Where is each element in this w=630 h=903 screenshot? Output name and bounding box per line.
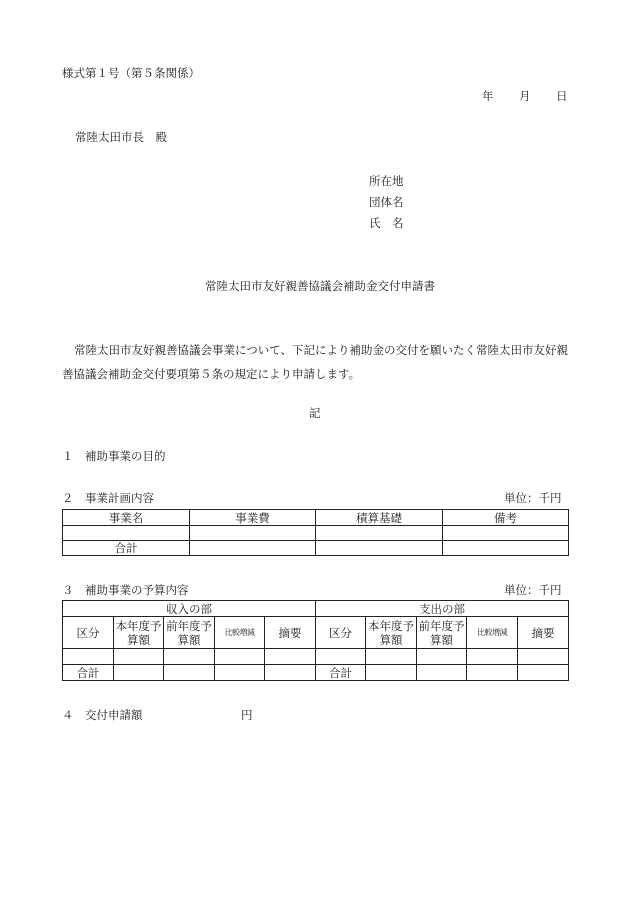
expense-col-remarks: 摘要 bbox=[518, 617, 569, 649]
income-total-label: 合計 bbox=[63, 665, 114, 681]
applicant-group-label: 団体名 bbox=[369, 195, 404, 209]
plan-total-cell[interactable] bbox=[316, 541, 443, 556]
expense-total-label: 合計 bbox=[316, 665, 366, 681]
section2-unit: 単位：千円 bbox=[504, 491, 562, 505]
plan-total-cell[interactable] bbox=[190, 541, 316, 556]
budget-cell[interactable] bbox=[215, 649, 265, 665]
budget-cell[interactable] bbox=[215, 665, 265, 681]
document-title: 常陸太田市友好親善協議会補助金交付申請書 bbox=[205, 279, 435, 293]
section3-heading: ３ 補助事業の予算内容 bbox=[62, 583, 189, 597]
budget-cell[interactable] bbox=[366, 665, 417, 681]
addressee: 常陸太田市長 殿 bbox=[75, 130, 167, 144]
budget-cell[interactable] bbox=[164, 665, 215, 681]
expense-col-previous-budget: 前年度予算額 bbox=[418, 618, 465, 647]
expense-col-difference: 比較増減 bbox=[467, 617, 518, 649]
budget-cell[interactable] bbox=[366, 649, 417, 665]
budget-cell[interactable] bbox=[316, 649, 366, 665]
date-year: 年 bbox=[482, 89, 494, 103]
plan-cell[interactable] bbox=[316, 526, 443, 541]
budget-table bbox=[62, 600, 569, 681]
budget-cell[interactable] bbox=[518, 649, 569, 665]
yen-unit: 円 bbox=[241, 708, 253, 722]
budget-cell[interactable] bbox=[467, 649, 518, 665]
section2-heading: ２ 事業計画内容 bbox=[62, 491, 154, 505]
income-col-category: 区分 bbox=[63, 617, 114, 649]
plan-total-label: 合計 bbox=[63, 541, 190, 556]
section4-heading: ４ 交付申請額 bbox=[62, 708, 143, 722]
income-col-difference: 比較増減 bbox=[215, 617, 265, 649]
plan-cell[interactable] bbox=[443, 526, 569, 541]
budget-cell[interactable] bbox=[114, 665, 164, 681]
plan-col-header: 積算基礎 bbox=[316, 510, 443, 526]
section3-unit: 単位：千円 bbox=[504, 583, 562, 597]
budget-cell[interactable] bbox=[265, 649, 316, 665]
income-col-remarks: 摘要 bbox=[265, 617, 316, 649]
ki-note: 記 bbox=[309, 406, 321, 420]
expense-col-current-budget: 本年度予算額 bbox=[366, 617, 417, 649]
income-section-label: 収入の部 bbox=[63, 601, 316, 617]
income-col-current-budget: 本年度予算額 bbox=[115, 618, 162, 647]
plan-cell[interactable] bbox=[190, 526, 316, 541]
section1-heading: １ 補助事業の目的 bbox=[62, 449, 166, 463]
applicant-address-label: 所在地 bbox=[369, 174, 404, 188]
applicant-name-label: 氏 名 bbox=[369, 216, 404, 230]
date-month: 月 bbox=[519, 89, 531, 103]
form-number: 様式第１号（第５条関係） bbox=[62, 66, 200, 80]
budget-cell[interactable] bbox=[114, 649, 164, 665]
plan-total-cell[interactable] bbox=[443, 541, 569, 556]
date-day: 日 bbox=[556, 89, 568, 103]
budget-cell[interactable] bbox=[265, 665, 316, 681]
expense-col-category: 区分 bbox=[316, 617, 366, 649]
body-paragraph: 常陸太田市友好親善協議会事業について、下記により補助金の交付を願いたく常陸太田市友好親善協議会補助金交付要項第５条の規定により申請します。 bbox=[62, 343, 569, 381]
expense-section-label: 支出の部 bbox=[316, 601, 569, 617]
plan-cell[interactable] bbox=[63, 526, 190, 541]
plan-col-header: 備考 bbox=[443, 510, 569, 526]
plan-col-header: 事業費 bbox=[190, 510, 316, 526]
budget-cell[interactable] bbox=[417, 649, 467, 665]
budget-cell[interactable] bbox=[164, 649, 215, 665]
budget-cell[interactable] bbox=[63, 649, 114, 665]
budget-cell[interactable] bbox=[518, 665, 569, 681]
budget-cell[interactable] bbox=[467, 665, 518, 681]
income-col-previous-budget: 前年度予算額 bbox=[164, 617, 215, 649]
plan-table bbox=[62, 509, 569, 556]
budget-cell[interactable] bbox=[417, 665, 467, 681]
plan-col-header: 事業名 bbox=[63, 510, 190, 526]
